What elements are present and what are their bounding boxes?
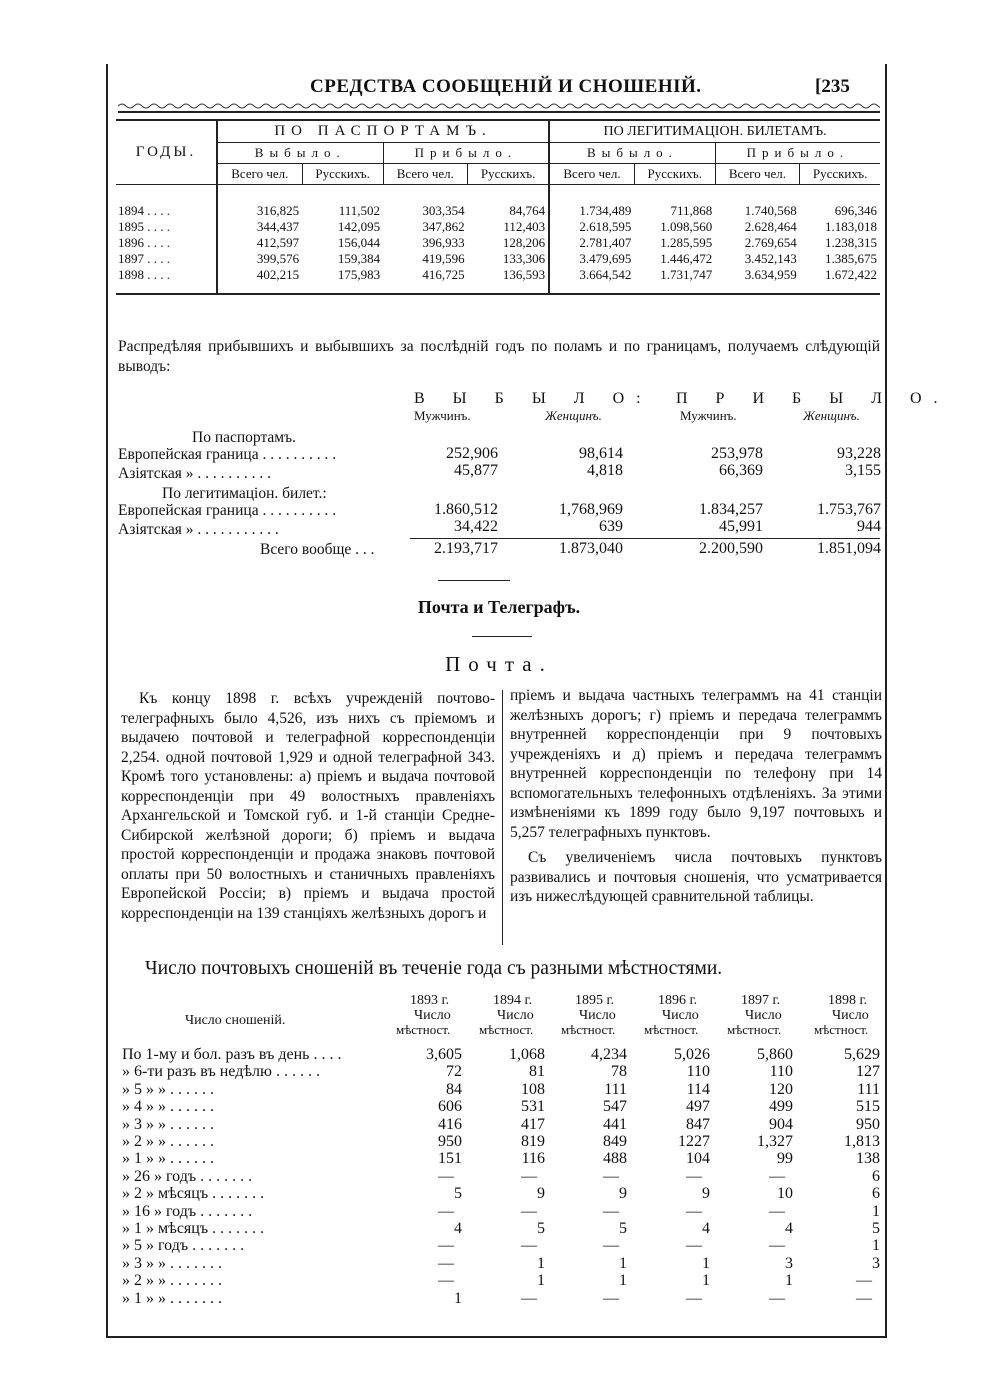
- t3-value: —: [438, 1272, 454, 1290]
- t3-value: —: [603, 1237, 619, 1255]
- legit-left-header: Выбыло.: [549, 143, 715, 164]
- t3-value: 1: [702, 1254, 710, 1272]
- t2-arrived-header: П Р И Б Ы Л О.: [676, 390, 950, 407]
- value-cell: 2.781,407: [579, 235, 632, 250]
- t3-value: 1: [872, 1237, 880, 1255]
- t2-value: 66,369: [719, 462, 763, 479]
- value-cell: 112,403: [468, 219, 550, 235]
- value-cell: 2.769,654: [744, 235, 797, 250]
- t3-value: 950: [856, 1115, 880, 1133]
- wavy-rule: [118, 102, 880, 114]
- t3-value: 3: [872, 1254, 880, 1272]
- value-cell: 1.183,018: [825, 219, 877, 234]
- value-cell: 1.740,568: [744, 203, 797, 218]
- t2-value: 4,818: [587, 462, 623, 479]
- t3-value: 9: [537, 1185, 545, 1203]
- t2-total-value: 1.873,040: [559, 540, 623, 557]
- value-cell: 1.446,472: [660, 251, 713, 266]
- t3-sub-header: мѣстност.: [814, 1022, 869, 1037]
- value-cell: 1.098,560: [660, 219, 713, 234]
- column-right-p1: пріемъ и выдача частныхъ телеграммъ на 41 станціи желѣзныхъ дорогъ; г) пріемъ и передача телеграммъ внутренней корреспонденціи при 9 почтовыхъ учрежденіяхъ и д) пріемъ и передача телеграммъ внутренней корреспонденціи по телефону при 14 вспомогательныхъ телефонныхъ отдѣленіяхъ. За этими измѣненіями къ 1899 году было 9,197 почтовыхъ и 5,257 телеграфныхъ пунктовъ.: [510, 687, 882, 841]
- t3-row-label: » 5 » » . . . . . .: [122, 1080, 214, 1098]
- t3-value: 849: [603, 1133, 627, 1150]
- section-title: Почта и Телеграфъ.: [417, 597, 581, 617]
- t3-value: —: [603, 1289, 619, 1307]
- t3-sub-header: мѣстност.: [396, 1022, 451, 1037]
- group-legitimation: ПО ЛЕГИТИМАЦІОН. БИЛЕТАМЪ.: [549, 120, 880, 143]
- col-russians: Русскихъ.: [634, 164, 715, 185]
- t3-value: 111: [857, 1080, 880, 1098]
- t3-value: 104: [686, 1150, 710, 1168]
- table-row: [116, 251, 880, 267]
- t3-value: 110: [686, 1063, 710, 1081]
- t3-value: —: [769, 1237, 785, 1255]
- t2-value: 3,155: [845, 462, 881, 479]
- passport-table: [116, 119, 880, 295]
- t3-value: 5,026: [674, 1046, 710, 1063]
- section-rule: [438, 580, 510, 581]
- t2-row-label: Европейская граница . . . . . . . . . .: [118, 446, 337, 463]
- t3-value: 78: [611, 1063, 627, 1081]
- value-cell: 402,215: [256, 267, 300, 282]
- t3-row-label: » 5 » годъ . . . . . . .: [122, 1237, 245, 1255]
- t3-value: 138: [856, 1150, 880, 1168]
- t3-row-label: » 2 » » . . . . . .: [122, 1133, 214, 1150]
- t3-row-label: » 6-ти разъ въ недѣлю . . . . . .: [122, 1063, 320, 1081]
- t3-value: —: [769, 1202, 785, 1220]
- t3-row-label: » 26 » годъ . . . . . . .: [122, 1167, 253, 1185]
- t3-value: 606: [438, 1098, 462, 1116]
- t3-value: 81: [529, 1063, 545, 1081]
- t3-value: 416: [438, 1115, 462, 1133]
- t3-value: 5: [537, 1220, 545, 1237]
- col-russians: Русскихъ.: [800, 164, 880, 185]
- t2-value: 253,978: [711, 445, 763, 462]
- value-cell: 2.628,464: [744, 219, 797, 234]
- page-number: [235: [815, 76, 850, 97]
- t3-value: 904: [769, 1115, 793, 1133]
- passports-left-header: Выбыло.: [217, 143, 383, 164]
- value-cell: 711,868: [670, 203, 713, 218]
- section-rule: [472, 636, 532, 637]
- t3-row-label: » 2 » мѣсяцъ . . . . . . .: [122, 1185, 265, 1203]
- t3-value: 1: [454, 1289, 462, 1307]
- value-cell: 412,597: [256, 235, 300, 250]
- t3-value: —: [769, 1289, 785, 1307]
- table-row: [116, 203, 880, 219]
- t3-value: 4: [702, 1220, 710, 1237]
- table-row: [116, 235, 880, 251]
- t3-value: 950: [438, 1133, 462, 1150]
- t3-year-header: 1894 г.: [493, 993, 533, 1008]
- t3-value: 5: [619, 1220, 627, 1237]
- t3-value: 120: [769, 1080, 793, 1098]
- value-cell: 84,764: [468, 203, 550, 219]
- t3-value: 9: [702, 1185, 710, 1203]
- col-russians: Русскихъ.: [302, 164, 383, 185]
- value-cell: 1.731,747: [660, 267, 713, 282]
- t3-value: —: [686, 1237, 702, 1255]
- value-cell: 175,983: [337, 267, 381, 282]
- t3-value: —: [438, 1254, 454, 1272]
- t3-value: 441: [603, 1115, 627, 1133]
- year-cell: 1896 . . . .: [116, 235, 217, 251]
- t3-value: 488: [603, 1150, 627, 1168]
- t3-sub-header: мѣстност.: [479, 1022, 534, 1037]
- t3-value: 1: [619, 1254, 627, 1272]
- t3-value: 4: [785, 1220, 793, 1237]
- t3-value: 108: [521, 1080, 545, 1098]
- t3-year-header: 1896 г.: [658, 993, 698, 1008]
- t3-value: —: [438, 1167, 454, 1185]
- t3-value: 151: [438, 1150, 462, 1168]
- t2-value: 1.860,512: [434, 501, 498, 518]
- t2-row-label: Азіятская » . . . . . . . . . .: [118, 465, 272, 482]
- t3-value: 1: [619, 1272, 627, 1290]
- t3-value: 1,327: [757, 1133, 793, 1150]
- t2-women-2: Женщинъ.: [803, 408, 860, 423]
- t3-value: 515: [856, 1098, 880, 1116]
- t3-value: 531: [521, 1098, 545, 1116]
- t3-value: 499: [769, 1098, 793, 1116]
- t3-value: 1: [537, 1254, 545, 1272]
- t3-head-label: Число сношеній.: [185, 1013, 286, 1028]
- value-cell: 303,354: [422, 203, 465, 218]
- t3-value: 1,813: [844, 1133, 880, 1150]
- value-cell: 156,044: [337, 235, 381, 250]
- t3-sub-header: Число: [579, 1008, 616, 1023]
- t3-value: 3: [785, 1254, 793, 1272]
- t3-value: —: [438, 1237, 454, 1255]
- t3-value: 110: [769, 1063, 793, 1081]
- group-passports: ПО ПАСПОРТАМЪ.: [217, 120, 549, 143]
- t3-value: 116: [521, 1150, 545, 1168]
- t3-year-header: 1895 г.: [575, 993, 615, 1008]
- t3-value: —: [769, 1167, 785, 1185]
- t3-row-label: » 1 » » . . . . . . .: [122, 1289, 222, 1307]
- t3-value: —: [603, 1202, 619, 1220]
- value-cell: 3.452,143: [744, 251, 797, 266]
- t3-value: 99: [777, 1150, 793, 1168]
- t2-total-value: 2.193,717: [434, 540, 498, 557]
- t3-value: —: [438, 1202, 454, 1220]
- t3-value: 5,629: [844, 1046, 880, 1063]
- t3-row-label: По 1-му и бол. разъ въ день . . . .: [122, 1046, 342, 1063]
- t2-total-value: 2.200,590: [699, 540, 763, 557]
- value-cell: 1.385,675: [825, 251, 877, 266]
- t3-sub-header: Число: [497, 1008, 534, 1023]
- t2-value: 34,422: [454, 518, 498, 535]
- t3-value: —: [856, 1272, 872, 1290]
- t3-value: 1: [702, 1272, 710, 1290]
- t3-value: 417: [521, 1115, 545, 1133]
- column-left: Къ концу 1898 г. всѣхъ учрежденій почтово-телеграфныхъ было 4,526, изъ нихъ съ пріемомъ и выдачею почтовой и телеграфной корреспонденціи 2,254. одной почтовой 1,929 и одной телеграфной 343. Кромѣ того установлены: а) пріемъ и выдача почтовой корреспонденціи при 49 волостныхъ правленіяхъ Архангельской и Томской губ. и 1-й станціи Средне-Сибирской желѣзной дороги; б) пріемъ и выдача простой корреспонденціи и продажа знаковъ почтовой оплаты при 50 волостныхъ и станичныхъ правленіяхъ Европейской Россіи; в) пріемъ и выдача простой корреспонденціи на 139 станціяхъ желѣзныхъ дорогъ и: [121, 690, 495, 922]
- t3-value: —: [603, 1167, 619, 1185]
- t3-year-header: 1897 г.: [741, 993, 781, 1008]
- t3-row-label: » 4 » » . . . . . .: [122, 1098, 214, 1116]
- t2-value: 1.753,767: [817, 501, 881, 518]
- value-cell: 1.238,315: [825, 235, 877, 250]
- t3-value: —: [521, 1237, 537, 1255]
- value-cell: 136,593: [468, 267, 550, 283]
- value-cell: 3.479,695: [579, 251, 632, 266]
- t2-left-header: В Ы Б Ы Л О:: [414, 390, 653, 407]
- t3-row-label: » 2 » » . . . . . . .: [122, 1272, 222, 1290]
- t3-value: 5: [454, 1185, 462, 1203]
- t3-row-label: » 3 » » . . . . . . .: [122, 1254, 222, 1272]
- t3-value: 1,068: [509, 1046, 545, 1063]
- t3-sub-header: Число: [832, 1008, 869, 1023]
- value-cell: 3.634,959: [744, 267, 797, 282]
- t3-value: 819: [521, 1133, 545, 1150]
- years-header: ГОДЫ.: [116, 120, 217, 185]
- t3-value: 6: [872, 1185, 880, 1203]
- value-cell: 128,206: [468, 235, 550, 251]
- t3-value: 497: [686, 1098, 710, 1116]
- value-cell: 696,346: [834, 203, 877, 218]
- t3-value: 111: [604, 1080, 627, 1098]
- value-cell: 399,576: [256, 251, 300, 266]
- t3-row-label: » 3 » » . . . . . .: [122, 1115, 214, 1133]
- t3-value: —: [856, 1289, 872, 1307]
- year-cell: 1898 . . . .: [116, 267, 217, 283]
- column-right-p2: Съ увеличеніемъ числа почтовыхъ пунктовъ развивались и почтовыя сношенія, что усматривается изъ нижеслѣдующей сравнительной таблицы.: [510, 849, 882, 905]
- t2-value: 93,228: [837, 445, 881, 462]
- t3-title: Число почтовыхъ сношеній въ теченіе года съ разными мѣстностями.: [145, 958, 723, 979]
- t3-value: —: [686, 1289, 702, 1307]
- value-cell: 3.664,542: [579, 267, 632, 282]
- t3-year-header: 1893 г.: [410, 993, 450, 1008]
- t3-value: —: [521, 1167, 537, 1185]
- t2-value: 98,614: [579, 445, 623, 462]
- passports-arrived-header: Прибыло.: [383, 143, 549, 164]
- value-cell: 396,933: [422, 235, 465, 250]
- t3-value: —: [521, 1289, 537, 1307]
- value-cell: 316,825: [256, 203, 300, 218]
- t3-value: —: [686, 1167, 702, 1185]
- intro-text: Распредѣляя прибывшихъ и выбывшихъ за послѣдній годъ по поламъ и по границамъ, получаемъ слѣдующій выводъ:: [118, 338, 880, 375]
- t2-legit-label: По легитимаціон. билет.:: [162, 485, 327, 502]
- t3-value: 9: [619, 1185, 627, 1203]
- t3-row-label: » 1 » мѣсяцъ . . . . . . .: [122, 1220, 265, 1237]
- legit-arrived-header: Прибыло.: [715, 143, 880, 164]
- t2-row-label: Европейская граница . . . . . . . . . .: [118, 502, 337, 519]
- year-cell: 1897 . . . .: [116, 251, 217, 267]
- t3-value: 1: [537, 1272, 545, 1290]
- t3-value: 114: [686, 1080, 710, 1098]
- value-cell: 133,306: [468, 251, 550, 267]
- t3-value: —: [686, 1202, 702, 1220]
- t3-sub-header: мѣстност.: [727, 1022, 782, 1037]
- t3-value: 10: [777, 1185, 793, 1203]
- value-cell: 111,502: [338, 203, 381, 218]
- t3-sub-header: мѣстност.: [644, 1022, 699, 1037]
- t2-value: 1,768,969: [559, 501, 623, 518]
- t3-value: 6: [872, 1167, 880, 1185]
- t3-year-header: 1898 г.: [828, 993, 868, 1008]
- t3-value: 84: [446, 1080, 462, 1098]
- t3-value: 4,234: [591, 1046, 627, 1063]
- col-total: Всего чел.: [383, 164, 468, 185]
- t2-value: 1.834,257: [699, 501, 763, 518]
- value-cell: 416,725: [422, 267, 465, 282]
- col-total: Всего чел.: [715, 164, 800, 185]
- t2-value: 639: [599, 518, 623, 535]
- t3-value: 1: [872, 1202, 880, 1220]
- column-divider: [502, 690, 503, 945]
- t3-value: 547: [603, 1098, 627, 1116]
- t3-value: 3,605: [426, 1046, 462, 1063]
- t3-sub-header: Число: [745, 1008, 782, 1023]
- col-total: Всего чел.: [549, 164, 634, 185]
- t2-value: 45,991: [719, 518, 763, 535]
- value-cell: 344,437: [256, 219, 300, 234]
- col-total: Всего чел.: [217, 164, 302, 185]
- t2-passports-label: По паспортамъ.: [192, 429, 297, 446]
- t2-sum-rule: [410, 538, 880, 539]
- value-cell: 347,862: [422, 219, 465, 234]
- value-cell: 142,095: [337, 219, 381, 234]
- subsection-title: Почта.: [445, 652, 553, 676]
- t2-women-1: Женщинъ.: [545, 408, 602, 423]
- t2-value: 944: [857, 518, 881, 535]
- t3-row-label: » 1 » » . . . . . .: [122, 1150, 214, 1168]
- t3-value: 1227: [678, 1133, 710, 1150]
- value-cell: 1.285,595: [660, 235, 713, 250]
- value-cell: 2.618,595: [579, 219, 632, 234]
- t2-total-value: 1.851,094: [817, 540, 881, 557]
- t3-value: 127: [856, 1063, 880, 1081]
- value-cell: 159,384: [337, 251, 381, 266]
- running-header-title: СРЕДСТВА СООБЩЕНІЙ И СНОШЕНІЙ.: [310, 76, 702, 97]
- t2-men-2: Мужчинъ.: [680, 408, 737, 423]
- t3-row-label: » 16 » годъ . . . . . . .: [122, 1202, 253, 1220]
- value-cell: 1.672,422: [825, 267, 877, 282]
- t3-sub-header: Число: [414, 1008, 451, 1023]
- t2-value: 252,906: [446, 445, 498, 462]
- t3-value: 5,860: [757, 1046, 793, 1063]
- table-row: [116, 219, 880, 235]
- col-russians: Русскихъ.: [468, 164, 550, 185]
- value-cell: 419,596: [422, 251, 465, 266]
- t2-value: 45,877: [454, 462, 498, 479]
- t3-value: 4: [454, 1220, 462, 1237]
- year-cell: 1895 . . . .: [116, 219, 217, 235]
- t2-total-label: Всего вообще . . .: [260, 541, 375, 558]
- t3-value: 1: [785, 1272, 793, 1290]
- t3-value: 847: [686, 1115, 710, 1133]
- t3-value: —: [521, 1202, 537, 1220]
- t3-value: 5: [872, 1220, 880, 1237]
- t2-men-1: Мужчинъ.: [414, 408, 471, 423]
- t3-sub-header: мѣстност.: [561, 1022, 616, 1037]
- year-cell: 1894 . . . .: [116, 203, 217, 219]
- table-row: [116, 267, 880, 283]
- value-cell: 1.734,489: [579, 203, 632, 218]
- t3-value: 72: [446, 1063, 462, 1081]
- t2-row-label: Азіятская » . . . . . . . . . . .: [118, 521, 279, 538]
- t3-sub-header: Число: [662, 1008, 699, 1023]
